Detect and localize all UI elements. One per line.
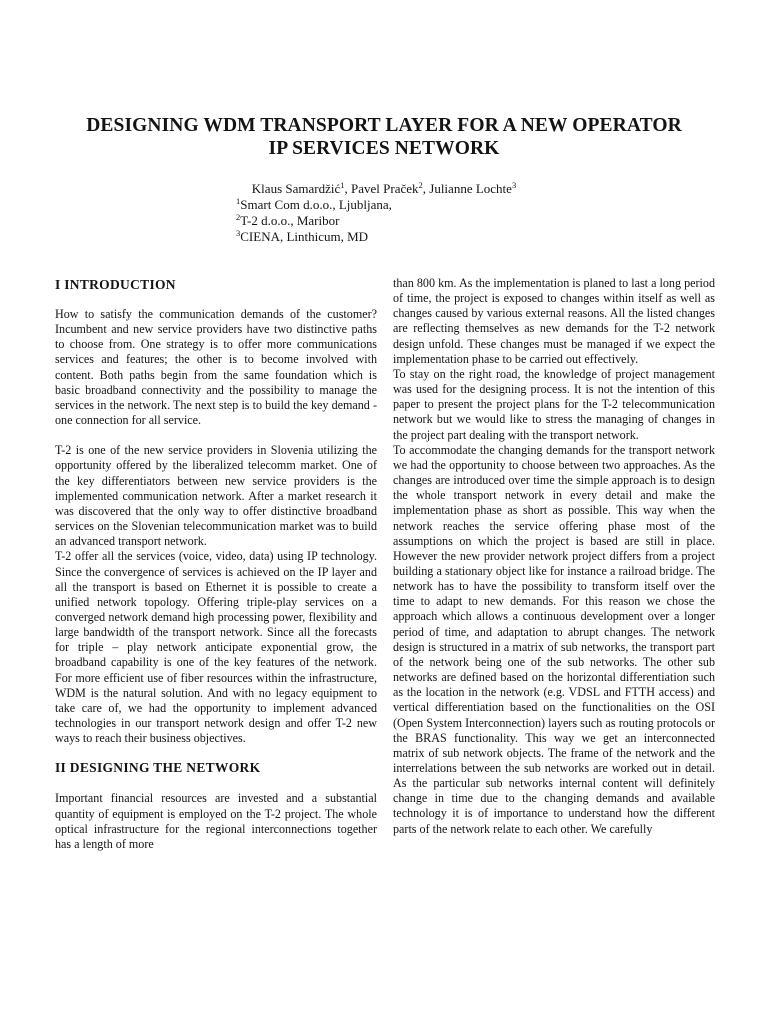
affiliation — [236, 197, 392, 213]
author-name: Klaus Samardžić — [251, 181, 341, 196]
paragraph: than 800 km. As the implementation is planed to last a long period of time, the project is exposed to changes within itself as well as changes caused by various external reasons. All the listed changes are reflecting themselves as new demands for the T-2 network design unfold. These changes must be managed if we expect the implementation phase to be carried out effectively. — [393, 276, 715, 366]
affiliation-mark: 1 — [236, 196, 241, 206]
author-name: Pavel Praček — [351, 181, 419, 196]
paragraph: T-2 offer all the services (voice, video, data) using IP technology. Since the convergence of services is achieved on the IP layer and all the transport is based on Ethernet it is possible to create a unified network topology. Offering triple-play services on a converged network demand high processing power, flexibility and large bandwidth of the transport network. Since all the forecasts for triple – play network anticipate exponential grow, the broadband capability is one of the key features of the network. For more efficient use of fiber resources within the infrastructure, WDM is the natural solution. And with no legacy equipment to take care of, we had the opportunity to implement advanced technologies in our transport network design and offer T-2 new ways to reach their business objectives. — [55, 549, 377, 746]
paragraph: T-2 is one of the new service providers in Slovenia utilizing the opportunity offered by the liberalized telecomm market. One of the key differentiators between new service providers is the implemented communication network. After a market research it was discovered that the only way to offer distinctive broadband services on the Slovenian telecommunication market was to build an advanced transport network. — [55, 443, 377, 549]
right-column — [393, 276, 715, 837]
author-separator: , — [344, 181, 351, 196]
paragraph: Important financial resources are invested and a substantial quantity of equipment is employed on the T-2 project. The whole optical infrastructure for the regional interconnections together has a length of more — [55, 791, 377, 851]
paper-title — [40, 114, 728, 160]
title-line-1: DESIGNING WDM TRANSPORT LAYER FOR A NEW OPERATOR — [86, 115, 682, 136]
paragraph: To stay on the right road, the knowledge of project management was used for the designing process. It is not the intention of this paper to present the project plans for the T-2 telecommunication network but we would like to stress the managing of changes in the project part dealing with the transport network. — [393, 366, 715, 442]
title-line-2: IP SERVICES NETWORK — [268, 138, 500, 159]
affiliation-text: Smart Com d.o.o., Ljubljana, — [240, 197, 392, 212]
affiliation-text: T-2 d.o.o., Maribor — [240, 213, 340, 228]
author-separator: , — [422, 181, 430, 196]
affiliation — [236, 229, 392, 245]
author-affil-mark: 2 — [418, 180, 423, 190]
affiliation-list — [236, 197, 392, 245]
section-heading-introduction: I INTRODUCTION — [55, 277, 176, 292]
affiliation-mark: 3 — [236, 228, 241, 238]
left-column — [55, 276, 377, 852]
author-name: Julianne Lochte — [429, 181, 512, 196]
paragraph: How to satisfy the communication demands of the customer? Incumbent and new service providers have two distinctive paths to choose from. One strategy is to offer more communications services and features; the other is to become involved with content. Both paths begin from the same foundation which is basic broadband connectivity and the possibility to manage the services in the network. The next step is to build the key demand - one connection for all service. — [55, 307, 377, 428]
affiliation-mark: 2 — [236, 212, 241, 222]
author-affil-mark: 1 — [340, 180, 345, 190]
affiliation-text: CIENA, Linthicum, MD — [240, 229, 369, 244]
author-list — [0, 181, 768, 197]
paragraph: To accommodate the changing demands for the transport network we had the opportunity to choose between two approaches. As the changes are introduced over time the simple approach is to design the whole transport network in every detail and make the implementation phase as short as possible. This way when the network reaches the service offering phase most of the assumptions on which the project is based are still in place. However the new provider network project differs from a project building a stationary object like for instance a railroad bridge. The network has to have the possibility to transform itself over the time to adapt to new demands. For this reason we chose the approach which allows a continuous development over a longer period of time, and adaptation to abrupt changes. The network design is structured in a matrix of sub networks, the transport part of the network being one of the sub networks. The other sub networks are defined based on the horizontal differentiation such as the location in the network (e.g. VDSL and FTTH access) and vertical differentiation based on the functionalities on the OSI (Open System Interconnection) layers such as routing protocols or the BRAS functionality. This way we get an interconnected matrix of sub network objects. The frame of the network and the interrelations between the sub networks are worked out in detail. As the particular sub networks internal content will definitely change in time due to the changing demands and available technology it is of importance to understand how the different parts of the network relate to each other. We carefully — [393, 442, 715, 836]
section-heading-designing-network: II DESIGNING THE NETWORK — [55, 760, 261, 776]
author-affil-mark: 3 — [511, 180, 517, 190]
affiliation — [236, 213, 392, 229]
